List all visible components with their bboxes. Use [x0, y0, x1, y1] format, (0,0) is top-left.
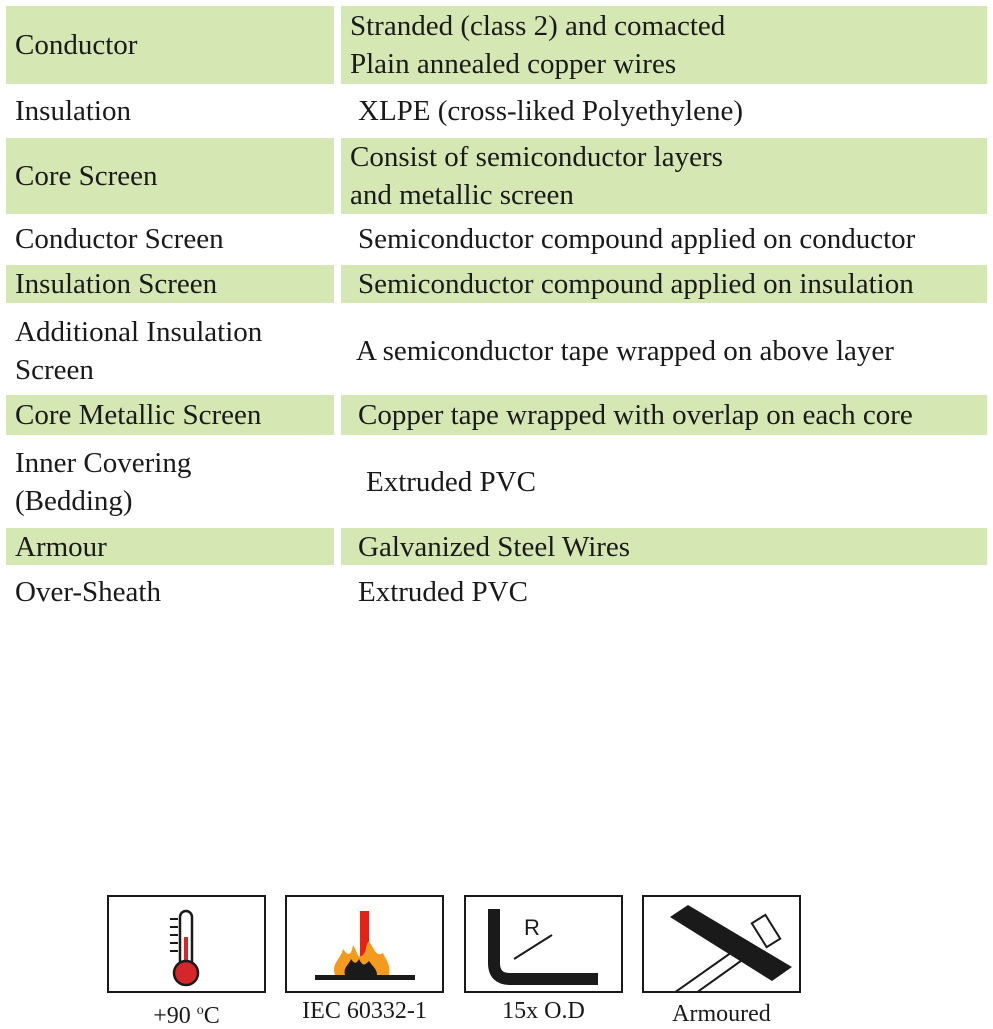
row-label: Armour [6, 528, 334, 565]
armour-caption: Armoured [672, 1001, 771, 1027]
thermometer-icon [109, 897, 264, 991]
table-row [6, 6, 987, 84]
table-row [6, 395, 987, 435]
table-row [6, 138, 987, 214]
flame-caption: IEC 60332-1 [302, 998, 427, 1024]
row-label: Insulation [15, 94, 131, 127]
row-label: Core Metallic Screen [6, 395, 334, 435]
row-value-line: and metallic screen [350, 179, 574, 211]
flame-icon-box [285, 895, 444, 993]
table-row [6, 216, 987, 261]
row-value: A semiconductor tape wrapped on above layer [356, 335, 894, 367]
radius-symbol: R [524, 915, 540, 940]
row-label-line: Additional Insulation [15, 316, 263, 348]
bending-radius-icon [466, 897, 621, 991]
row-value: Copper tape wrapped with overlap on each core [341, 395, 987, 435]
row-value-line: Consist of semiconductor layers [350, 141, 723, 173]
row-value [341, 6, 987, 84]
row-label-line: (Bedding) [15, 485, 133, 517]
flame-icon [287, 897, 442, 991]
row-label: Conductor Screen [15, 222, 224, 255]
bending-radius-caption: 15x O.D [502, 998, 585, 1024]
row-value-line: Stranded (class 2) and comacted [350, 10, 726, 42]
row-value: XLPE (cross-liked Polyethylene) [358, 94, 743, 127]
thermometer-caption: +90 $^o$C [153, 1003, 220, 1029]
row-value [341, 138, 987, 214]
table-row [6, 265, 987, 303]
table-row [6, 86, 987, 135]
table-row [6, 440, 987, 524]
row-label: Over-Sheath [15, 576, 161, 608]
row-label [6, 440, 334, 524]
row-value: Extruded PVC [366, 466, 536, 498]
row-label: Insulation Screen [6, 265, 334, 303]
armour-hammer-icon-box [642, 895, 801, 993]
bending-radius-icon-box [464, 895, 623, 993]
row-label: Core Screen [6, 138, 334, 214]
feature-icons [107, 895, 807, 1029]
row-value: Semiconductor compound applied on conductor [358, 222, 916, 255]
row-value: Galvanized Steel Wires [341, 528, 987, 565]
table-row [6, 571, 987, 613]
row-label: Conductor [6, 6, 334, 84]
thermometer-icon-box [107, 895, 266, 993]
armour-hammer-icon [644, 897, 799, 991]
row-label-line: Inner Covering [15, 447, 192, 479]
row-label-line: Screen [15, 354, 94, 386]
row-label [6, 309, 334, 393]
row-value: Extruded PVC [358, 576, 528, 608]
row-value: Semiconductor compound applied on insulation [341, 265, 987, 303]
table-row [6, 528, 987, 565]
table-row [6, 309, 987, 393]
row-value-line: Plain annealed copper wires [350, 48, 677, 80]
